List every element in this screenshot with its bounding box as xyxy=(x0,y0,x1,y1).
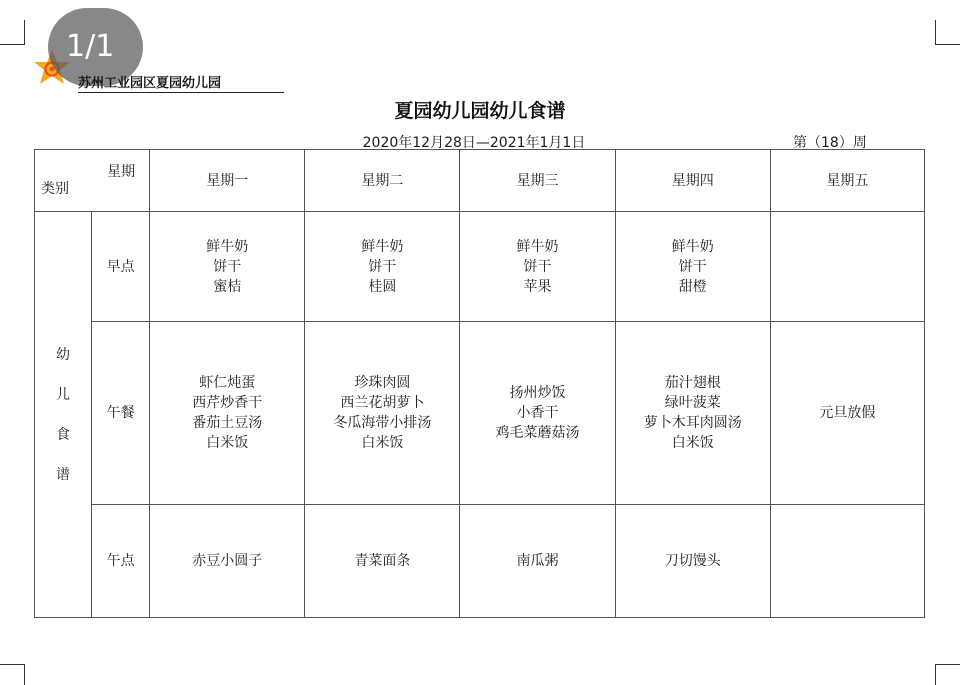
group-label-char: 食 xyxy=(56,426,71,443)
dish: 西兰花胡萝卜 xyxy=(340,395,425,411)
menu-table xyxy=(34,149,925,618)
dish: 蜜桔 xyxy=(213,278,242,295)
corner-header-cell xyxy=(35,150,150,212)
dish: 冬瓜海带小排汤 xyxy=(333,415,432,431)
menu-cell xyxy=(460,322,615,505)
day-header: 星期四 xyxy=(615,150,770,212)
menu-cell xyxy=(305,505,460,618)
dish: 饼干 xyxy=(523,258,552,275)
day-header: 星期二 xyxy=(305,150,460,212)
dish: 饼干 xyxy=(213,258,242,275)
crop-mark-bottom-right xyxy=(935,664,960,685)
dish: 扬州炒饭 xyxy=(509,385,566,401)
group-label-char: 谱 xyxy=(56,466,71,483)
table-row xyxy=(35,212,925,322)
holiday-note: 元旦放假 xyxy=(819,405,876,421)
dish: 刀切馒头 xyxy=(664,553,721,569)
school-name: 苏州工业园区夏园幼儿园 xyxy=(78,72,284,93)
menu-cell xyxy=(305,212,460,322)
crop-mark-top-left xyxy=(0,20,25,45)
crop-mark-top-right xyxy=(935,20,960,45)
meal-label: 午餐 xyxy=(92,322,150,505)
group-label-cell xyxy=(35,212,92,618)
dish: 赤豆小圆子 xyxy=(192,553,263,569)
day-header: 星期三 xyxy=(460,150,615,212)
dish: 饼干 xyxy=(368,258,397,275)
dish: 鲜牛奶 xyxy=(206,238,249,255)
dish: 白米饭 xyxy=(361,435,404,451)
menu-cell xyxy=(615,212,770,322)
dish: 鲜牛奶 xyxy=(361,238,404,255)
dish: 茄汁翅根 xyxy=(664,375,721,391)
dish: 青菜面条 xyxy=(354,553,411,569)
meal-label: 早点 xyxy=(92,212,150,322)
dish: 鲜牛奶 xyxy=(516,238,559,255)
dish: 萝卜木耳肉圆汤 xyxy=(643,415,742,431)
menu-cell xyxy=(305,322,460,505)
menu-cell xyxy=(770,505,924,618)
corner-weekday-label: 星期 xyxy=(107,164,136,180)
group-label-char: 儿 xyxy=(56,386,71,403)
day-header: 星期五 xyxy=(770,150,924,212)
dish: 南瓜粥 xyxy=(516,553,559,569)
dish: 白米饭 xyxy=(206,435,249,451)
menu-cell xyxy=(460,212,615,322)
menu-cell xyxy=(460,505,615,618)
group-label-char: 幼 xyxy=(56,346,71,363)
menu-cell xyxy=(150,322,305,505)
menu-cell xyxy=(150,505,305,618)
dish: 小香干 xyxy=(516,405,559,421)
dish: 苹果 xyxy=(523,278,552,295)
menu-cell xyxy=(615,322,770,505)
dish: 西芹炒香干 xyxy=(192,395,263,411)
table-row xyxy=(35,322,925,505)
week-number: 第（18）周 xyxy=(793,135,867,151)
dish: 鲜牛奶 xyxy=(671,238,714,255)
table-row xyxy=(35,505,925,618)
dish: 番茄土豆汤 xyxy=(192,415,263,431)
dish: 饼干 xyxy=(678,258,707,275)
dish: 虾仁炖蛋 xyxy=(199,375,256,391)
day-header: 星期一 xyxy=(150,150,305,212)
dish: 桂圆 xyxy=(368,278,397,295)
dish: 白米饭 xyxy=(671,435,714,451)
meal-label: 午点 xyxy=(92,505,150,618)
menu-cell xyxy=(770,322,924,505)
menu-cell xyxy=(150,212,305,322)
crop-mark-bottom-left xyxy=(0,664,25,685)
dish: 甜橙 xyxy=(678,278,707,295)
date-range: 2020年12月28日—2021年1月1日 xyxy=(362,135,586,151)
page-indicator-badge[interactable]: 1/1 xyxy=(48,8,143,86)
corner-category-label: 类别 xyxy=(41,181,69,197)
menu-cell xyxy=(615,505,770,618)
table-header-row xyxy=(35,150,925,212)
page-title: 夏园幼儿园幼儿食谱 xyxy=(394,100,566,122)
dish: 鸡毛菜蘑菇汤 xyxy=(495,425,580,441)
dish: 绿叶菠菜 xyxy=(664,395,721,411)
dish: 珍珠肉圆 xyxy=(354,375,411,391)
menu-cell xyxy=(770,212,924,322)
